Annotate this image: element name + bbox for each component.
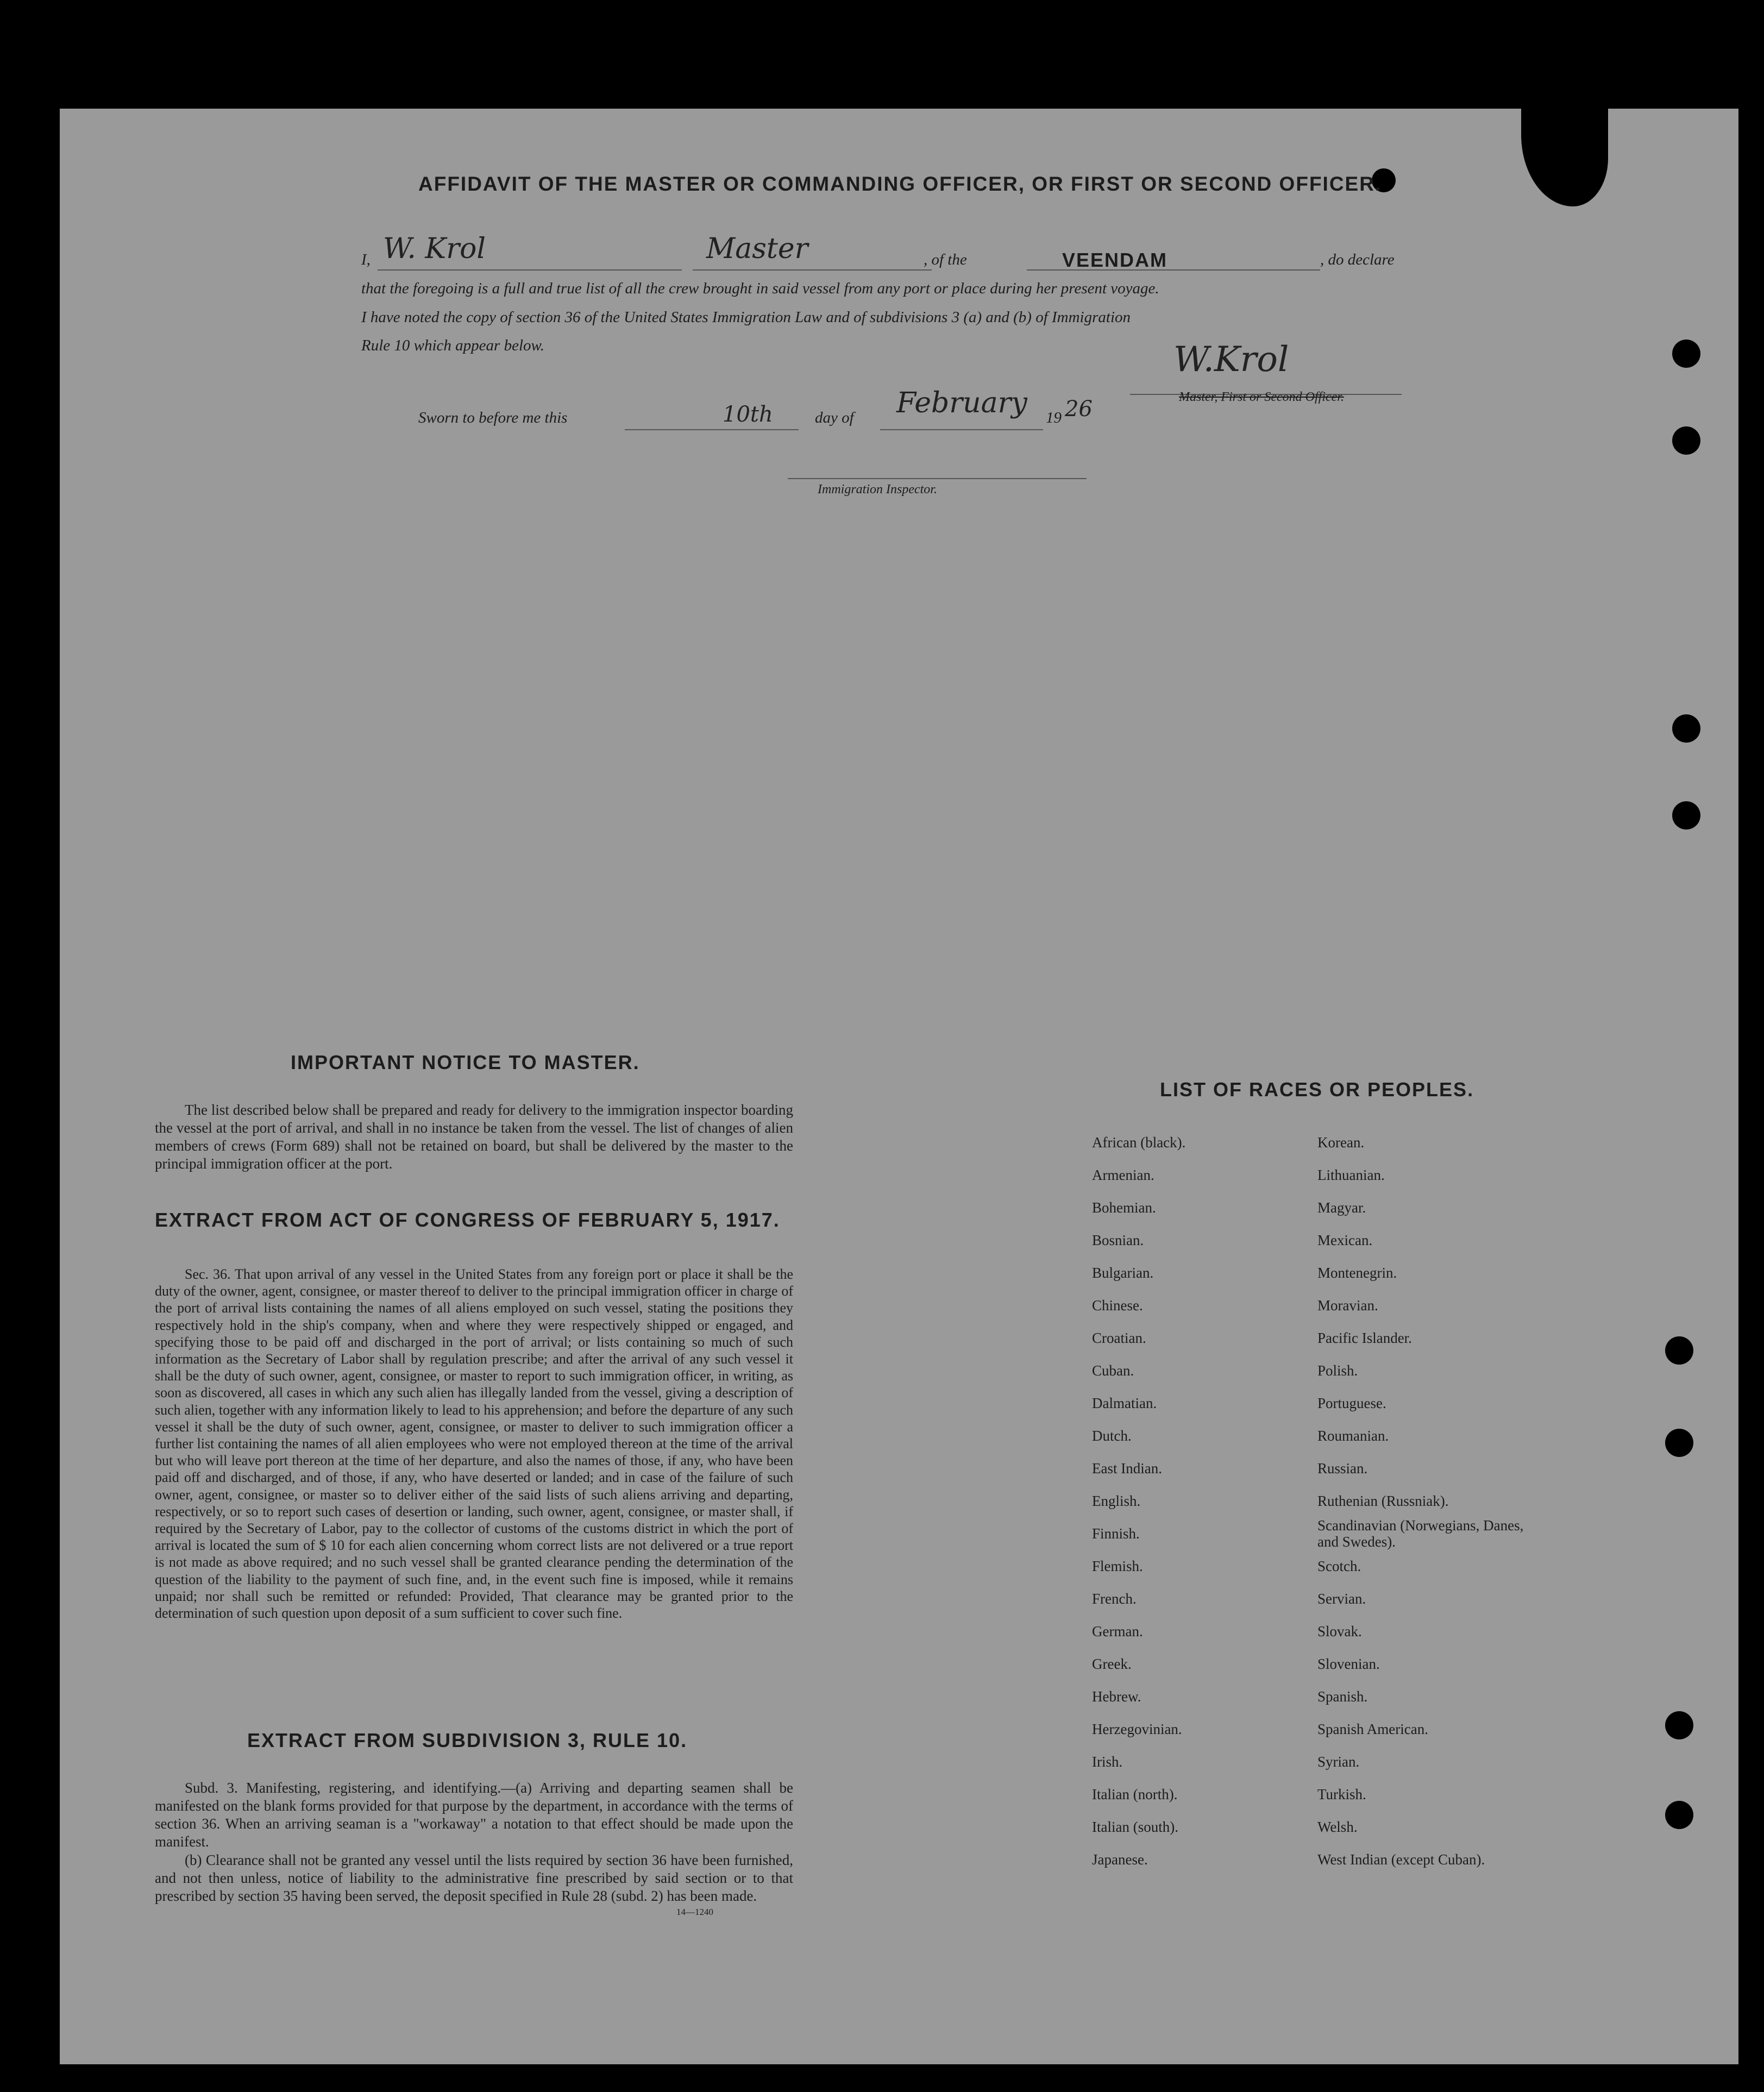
race-item: Dutch. <box>1092 1428 1132 1444</box>
race-item: Pacific Islander. <box>1317 1330 1412 1346</box>
race-item: Moravian. <box>1317 1297 1378 1314</box>
race-item: Ruthenian (Russniak). <box>1317 1493 1449 1509</box>
act-text: Sec. 36. That upon arrival of any vessel in the United States from any foreign port or place it shall be the duty of the owner, agent, consignee, or master thereof to deliver to the principal immigration officer in charge of the port of arrival lists containing the names of all aliens employed on such vessel, stating the positions they respectively hold in the ship's company, when and where they were respectively shipped or engaged, and specifying those to be paid off and discharged in the port of arrival; or lists containing so much of such information as the Secretary of Labor shall by regulation prescribe; and after the arrival of any such vessel it shall be the duty of such owner, agent, consignee, or master to report to such immigration officer, in writing, as soon as discovered, all cases in which any such alien has illegally landed from the vessel, giving a description of such alien, together with any information likely to lead to his apprehension; and before the departure of any such vessel it shall be the duty of such owner, agent, consignee, or master to deliver to such immigration officer a further list containing the names of all alien employees who were not employed thereon at the time of the arrival but who will leave port thereon at the time of her departure, and also the names of those, if any, who have been paid off and discharged, and of those, if any, who have deserted or landed; and in case of the failure of such owner, agent, consignee, or master so to deliver either of the said lists of such aliens arriving and departing, respectively, or so to report such cases of desertion or landing, such owner, agent, consignee, or master shall, if required by the Secretary of Labor, pay to the collector of customs of the customs district in which the port of arrival is located the sum of $ 10 for each alien concerning whom correct lists are not delivered or a true report is not made as above required; and no such vessel shall be granted clearance pending the determination of the question of the liability to the payment of such fine, and, in the event such fine is imposed, while it remains unpaid; nor shall such be remitted or refunded: Provided, That clearance may be granted prior to the determination of such question upon deposit of a sum sufficient to cover such fine. <box>155 1266 793 1622</box>
notice-heading: IMPORTANT NOTICE TO MASTER. <box>291 1051 640 1073</box>
day-handwritten: 10th <box>723 402 773 427</box>
punch-hole <box>1672 801 1700 830</box>
race-item: Slovak. <box>1317 1623 1362 1639</box>
race-item: Irish. <box>1092 1754 1123 1770</box>
race-item: Lithuanian. <box>1317 1167 1385 1183</box>
position-line <box>693 269 932 271</box>
affidavit-line4: Rule 10 which appear below. <box>361 337 544 354</box>
race-item: Russian. <box>1317 1460 1368 1477</box>
inspector-caption: Immigration Inspector. <box>818 482 937 497</box>
race-item: Magyar. <box>1317 1199 1366 1216</box>
punch-hole <box>1672 714 1700 743</box>
race-item: West Indian (except Cuban). <box>1317 1851 1485 1868</box>
race-item: Montenegrin. <box>1317 1265 1397 1281</box>
punch-hole <box>1665 1801 1693 1829</box>
race-item: Roumanian. <box>1317 1428 1389 1444</box>
rule-heading: EXTRACT FROM SUBDIVISION 3, RULE 10. <box>247 1729 688 1751</box>
race-item: Hebrew. <box>1092 1688 1141 1705</box>
races-left-column <box>1092 1126 1309 1876</box>
of-the-label: , of the <box>924 251 967 268</box>
day-line <box>625 429 799 430</box>
form-number: 14—1240 <box>676 1907 713 1917</box>
punch-hole <box>1672 426 1700 455</box>
race-item: Cuban. <box>1092 1362 1134 1379</box>
race-item: Scandinavian (Norwegians, Danes, and Swedes). <box>1317 1517 1524 1550</box>
race-item: Scotch. <box>1317 1558 1361 1574</box>
inspector-line <box>788 478 1087 479</box>
race-item: East Indian. <box>1092 1460 1162 1477</box>
race-item: English. <box>1092 1493 1141 1509</box>
master-name-line <box>378 269 682 271</box>
month-handwritten: February <box>896 387 1027 419</box>
race-item: Servian. <box>1317 1591 1366 1607</box>
race-item: Chinese. <box>1092 1297 1143 1314</box>
race-item: Croatian. <box>1092 1330 1146 1346</box>
race-item: Japanese. <box>1092 1851 1148 1868</box>
month-line <box>880 429 1043 430</box>
race-item: Portuguese. <box>1317 1395 1386 1411</box>
race-item: Armenian. <box>1092 1167 1154 1183</box>
affidavit-heading: AFFIDAVIT OF THE MASTER OR COMMANDING OFFICER, OR FIRST OR SECOND OFFICER. <box>418 173 1382 195</box>
race-item: Spanish American. <box>1317 1721 1428 1737</box>
rule-para-b: (b) Clearance shall not be granted any vessel until the lists required by section 36 have been furnished, and not then unless, notice of liability to the administrative fine prescribed by said section or to that prescribed by section 35 having been served, the deposit specified in Rule 28 (subd. 2) has been made. <box>155 1852 793 1904</box>
race-item: Dalmatian. <box>1092 1395 1157 1411</box>
race-item: Korean. <box>1317 1134 1365 1151</box>
notice-text: The list described below shall be prepared and ready for delivery to the immigration inspector boarding the vessel at the port of arrival, and shall in no instance be taken from the vessel. The list of changes of alien members of crews (Form 689) shall not be retained on board, but shall be delivered by the master to the principal immigration officer at the port. <box>155 1102 793 1172</box>
race-item: Spanish. <box>1317 1688 1368 1705</box>
act-heading: EXTRACT FROM ACT OF CONGRESS OF FEBRUARY 5, 1917. <box>155 1209 780 1231</box>
race-item: Italian (north). <box>1092 1786 1178 1802</box>
race-item: Welsh. <box>1317 1819 1358 1835</box>
race-item: Bohemian. <box>1092 1199 1156 1216</box>
race-item: Bulgarian. <box>1092 1265 1154 1281</box>
race-item: African (black). <box>1092 1134 1186 1151</box>
race-item: Herzegovinian. <box>1092 1721 1182 1737</box>
punch-hole <box>1665 1429 1693 1457</box>
race-item: German. <box>1092 1623 1143 1639</box>
race-item: Turkish. <box>1317 1786 1366 1802</box>
race-item: Polish. <box>1317 1362 1358 1379</box>
year-handwritten: 26 <box>1065 397 1093 422</box>
race-item: French. <box>1092 1591 1137 1607</box>
master-name-handwritten: W. Krol <box>383 233 486 265</box>
year-prefix: 19 <box>1046 409 1062 426</box>
punch-hole <box>1665 1336 1693 1365</box>
sworn-label: Sworn to before me this <box>418 409 568 426</box>
officer-caption: Master, First or Second Officer. <box>1179 390 1344 404</box>
race-item: Finnish. <box>1092 1525 1140 1542</box>
vessel-line <box>1027 269 1320 271</box>
do-declare-label: , do declare <box>1320 251 1395 268</box>
race-item: Italian (south). <box>1092 1819 1178 1835</box>
affidavit-line3: I have noted the copy of section 36 of the United States Immigration Law and of subdivisions 3 (a) and (b) of Immigration <box>361 309 1131 326</box>
affidavit-line2: that the foregoing is a full and true list of all the crew brought in said vessel from any port or place during her present voyage. <box>361 280 1159 297</box>
punch-hole <box>1672 340 1700 368</box>
race-item: Mexican. <box>1317 1232 1373 1248</box>
races-heading: LIST OF RACES OR PEOPLES. <box>1160 1078 1474 1101</box>
race-item: Bosnian. <box>1092 1232 1144 1248</box>
punch-hole <box>1665 1711 1693 1739</box>
master-signature: W.Krol <box>1173 340 1289 380</box>
race-item: Syrian. <box>1317 1754 1360 1770</box>
day-of-label: day of <box>815 409 854 426</box>
race-item: Slovenian. <box>1317 1656 1380 1672</box>
race-item: Greek. <box>1092 1656 1132 1672</box>
races-right-column <box>1317 1126 1546 1876</box>
master-position-handwritten: Master <box>706 233 808 265</box>
race-item: Flemish. <box>1092 1558 1143 1574</box>
vessel-name: VEENDAM <box>1062 249 1168 271</box>
rule-para-a: Subd. 3. Manifesting, registering, and identifying.—(a) Arriving and departing seamen shall be manifested on the blank forms provided for that purpose by the department, in accordance with the terms of section 36. When an arriving seaman is a "workaway" a notation to that effect should be made upon the manifest. <box>155 1780 793 1850</box>
affidavit-i-label: I, <box>361 251 371 268</box>
